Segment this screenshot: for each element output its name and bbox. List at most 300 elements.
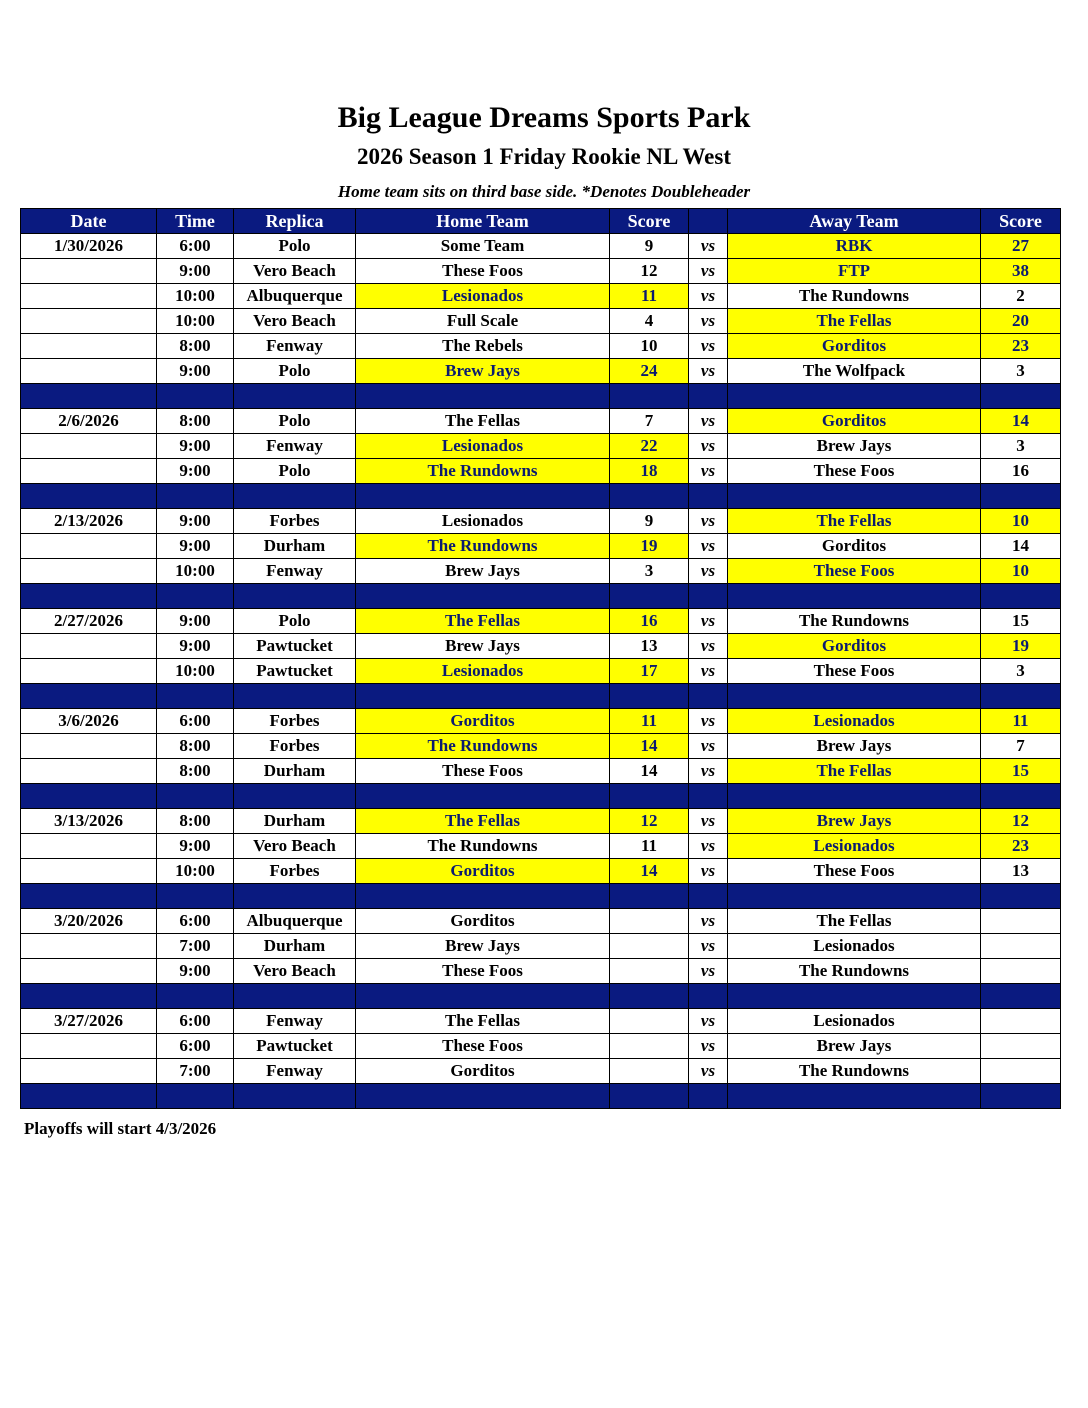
game-replica: Polo (234, 409, 356, 434)
vs-label: vs (689, 309, 728, 334)
away-team: The Rundowns (728, 284, 981, 309)
week-separator-row (21, 1084, 1061, 1109)
week-separator-row (21, 584, 1061, 609)
game-replica: Vero Beach (234, 959, 356, 984)
col-header-replica: Replica (234, 209, 356, 234)
game-time: 8:00 (157, 809, 234, 834)
away-score: 11 (981, 709, 1061, 734)
separator-cell (21, 484, 157, 509)
home-team: These Foos (356, 759, 610, 784)
home-score: 3 (610, 559, 689, 584)
away-score: 16 (981, 459, 1061, 484)
game-replica: Vero Beach (234, 309, 356, 334)
game-replica: Polo (234, 609, 356, 634)
game-replica: Fenway (234, 1009, 356, 1034)
game-replica: Fenway (234, 434, 356, 459)
separator-cell (728, 584, 981, 609)
game-time: 6:00 (157, 909, 234, 934)
separator-cell (728, 884, 981, 909)
game-row (21, 534, 1061, 559)
game-row (21, 559, 1061, 584)
away-team: Brew Jays (728, 809, 981, 834)
vs-label: vs (689, 409, 728, 434)
header-row (21, 209, 1061, 234)
separator-cell (21, 684, 157, 709)
game-time: 9:00 (157, 834, 234, 859)
home-score (610, 909, 689, 934)
game-date (21, 734, 157, 759)
game-row (21, 1034, 1061, 1059)
schedule-note: Home team sits on third base side. *Denotes Doubleheader (337, 182, 751, 201)
separator-cell (689, 1084, 728, 1109)
vs-label: vs (689, 559, 728, 584)
separator-cell (234, 984, 356, 1009)
col-header-away-team: Away Team (728, 209, 981, 234)
game-date: 3/6/2026 (21, 709, 157, 734)
separator-cell (981, 684, 1061, 709)
vs-label: vs (689, 509, 728, 534)
vs-label: vs (689, 709, 728, 734)
separator-cell (356, 984, 610, 1009)
vs-label: vs (689, 609, 728, 634)
game-time: 7:00 (157, 1059, 234, 1084)
away-score (981, 909, 1061, 934)
separator-cell (728, 484, 981, 509)
game-row (21, 509, 1061, 534)
away-team: Brew Jays (728, 434, 981, 459)
game-time: 8:00 (157, 334, 234, 359)
vs-label: vs (689, 334, 728, 359)
game-replica: Durham (234, 759, 356, 784)
schedule-table (20, 208, 1061, 1109)
away-team: FTP (728, 259, 981, 284)
game-row (21, 734, 1061, 759)
separator-cell (728, 384, 981, 409)
home-score: 14 (610, 734, 689, 759)
home-score (610, 1034, 689, 1059)
separator-cell (157, 684, 234, 709)
away-team: The Fellas (728, 309, 981, 334)
home-team: Lesionados (356, 434, 610, 459)
home-team: Some Team (356, 234, 610, 259)
separator-cell (610, 484, 689, 509)
home-team: The Rundowns (356, 534, 610, 559)
away-score: 10 (981, 559, 1061, 584)
away-score (981, 1009, 1061, 1034)
away-team: Lesionados (728, 1009, 981, 1034)
game-date (21, 259, 157, 284)
home-team: The Fellas (356, 1009, 610, 1034)
game-row (21, 609, 1061, 634)
home-score: 17 (610, 659, 689, 684)
game-date (21, 534, 157, 559)
week-separator-row (21, 984, 1061, 1009)
separator-cell (21, 1084, 157, 1109)
game-time: 10:00 (157, 559, 234, 584)
game-row (21, 834, 1061, 859)
home-score: 19 (610, 534, 689, 559)
home-team: Gorditos (356, 709, 610, 734)
away-team: The Rundowns (728, 609, 981, 634)
separator-cell (234, 684, 356, 709)
vs-label: vs (689, 859, 728, 884)
home-team: These Foos (356, 1034, 610, 1059)
home-team: These Foos (356, 959, 610, 984)
separator-cell (356, 784, 610, 809)
away-team: RBK (728, 234, 981, 259)
away-score (981, 1059, 1061, 1084)
week-separator-row (21, 884, 1061, 909)
game-time: 9:00 (157, 359, 234, 384)
home-team: Lesionados (356, 659, 610, 684)
vs-label: vs (689, 1059, 728, 1084)
separator-cell (728, 1084, 981, 1109)
game-row (21, 259, 1061, 284)
game-date (21, 859, 157, 884)
page-subtitle: 2026 Season 1 Friday Rookie NL West (357, 144, 731, 169)
away-team: Lesionados (728, 834, 981, 859)
vs-label: vs (689, 459, 728, 484)
separator-cell (689, 384, 728, 409)
game-row (21, 434, 1061, 459)
col-header-home-team: Home Team (356, 209, 610, 234)
game-date (21, 659, 157, 684)
vs-label: vs (689, 759, 728, 784)
away-team: The Rundowns (728, 1059, 981, 1084)
away-team: These Foos (728, 859, 981, 884)
week-separator-row (21, 484, 1061, 509)
game-date (21, 934, 157, 959)
home-score: 18 (610, 459, 689, 484)
separator-cell (21, 884, 157, 909)
game-replica: Fenway (234, 1059, 356, 1084)
home-score: 11 (610, 709, 689, 734)
game-replica: Durham (234, 534, 356, 559)
game-replica: Polo (234, 234, 356, 259)
game-row (21, 409, 1061, 434)
game-row (21, 859, 1061, 884)
home-score (610, 934, 689, 959)
away-score: 19 (981, 634, 1061, 659)
game-date (21, 1034, 157, 1059)
game-date (21, 309, 157, 334)
away-team: The Wolfpack (728, 359, 981, 384)
vs-label: vs (689, 259, 728, 284)
home-team: Gorditos (356, 1059, 610, 1084)
separator-cell (157, 1084, 234, 1109)
game-replica: Fenway (234, 559, 356, 584)
game-time: 8:00 (157, 759, 234, 784)
separator-cell (21, 984, 157, 1009)
separator-cell (356, 584, 610, 609)
home-score (610, 1059, 689, 1084)
page-title: Big League Dreams Sports Park (337, 101, 751, 134)
home-score: 12 (610, 809, 689, 834)
game-date: 3/20/2026 (21, 909, 157, 934)
game-date (21, 459, 157, 484)
separator-cell (356, 684, 610, 709)
game-replica: Vero Beach (234, 834, 356, 859)
home-score: 11 (610, 834, 689, 859)
home-score: 11 (610, 284, 689, 309)
away-team: These Foos (728, 559, 981, 584)
away-team: The Fellas (728, 509, 981, 534)
vs-label: vs (689, 834, 728, 859)
vs-label: vs (689, 1034, 728, 1059)
home-team: Brew Jays (356, 559, 610, 584)
week-separator-row (21, 384, 1061, 409)
vs-label: vs (689, 659, 728, 684)
home-team: The Fellas (356, 809, 610, 834)
col-header-home-score: Score (610, 209, 689, 234)
vs-label: vs (689, 284, 728, 309)
vs-label: vs (689, 434, 728, 459)
separator-cell (157, 784, 234, 809)
game-replica: Forbes (234, 734, 356, 759)
game-date (21, 334, 157, 359)
game-date: 2/13/2026 (21, 509, 157, 534)
away-team: These Foos (728, 459, 981, 484)
away-team: Lesionados (728, 934, 981, 959)
home-score: 9 (610, 509, 689, 534)
separator-cell (981, 984, 1061, 1009)
separator-cell (21, 384, 157, 409)
vs-label: vs (689, 959, 728, 984)
away-team: Gorditos (728, 634, 981, 659)
separator-cell (234, 1084, 356, 1109)
away-score: 27 (981, 234, 1061, 259)
home-score: 7 (610, 409, 689, 434)
vs-label: vs (689, 234, 728, 259)
separator-cell (356, 884, 610, 909)
home-team: Lesionados (356, 509, 610, 534)
game-time: 6:00 (157, 1034, 234, 1059)
game-row (21, 459, 1061, 484)
game-row (21, 959, 1061, 984)
separator-cell (234, 884, 356, 909)
separator-cell (610, 1084, 689, 1109)
home-score: 12 (610, 259, 689, 284)
game-date (21, 959, 157, 984)
game-date (21, 434, 157, 459)
away-score: 13 (981, 859, 1061, 884)
col-header-date: Date (21, 209, 157, 234)
game-row (21, 1059, 1061, 1084)
game-time: 8:00 (157, 409, 234, 434)
game-date (21, 759, 157, 784)
home-team: Lesionados (356, 284, 610, 309)
col-header-vs (689, 209, 728, 234)
home-score: 24 (610, 359, 689, 384)
game-replica: Forbes (234, 709, 356, 734)
week-separator-row (21, 784, 1061, 809)
away-score: 2 (981, 284, 1061, 309)
home-score: 14 (610, 759, 689, 784)
game-time: 9:00 (157, 434, 234, 459)
game-row (21, 709, 1061, 734)
away-score: 23 (981, 334, 1061, 359)
week-separator-row (21, 684, 1061, 709)
away-team: Brew Jays (728, 1034, 981, 1059)
home-team: Gorditos (356, 909, 610, 934)
separator-cell (728, 984, 981, 1009)
separator-cell (610, 684, 689, 709)
game-replica: Fenway (234, 334, 356, 359)
game-replica: Albuquerque (234, 909, 356, 934)
separator-cell (234, 484, 356, 509)
separator-cell (356, 384, 610, 409)
separator-cell (234, 384, 356, 409)
separator-cell (234, 584, 356, 609)
away-score: 15 (981, 759, 1061, 784)
game-date (21, 559, 157, 584)
game-replica: Forbes (234, 509, 356, 534)
separator-cell (356, 484, 610, 509)
home-score: 10 (610, 334, 689, 359)
home-score: 16 (610, 609, 689, 634)
game-row (21, 284, 1061, 309)
separator-cell (689, 484, 728, 509)
separator-cell (21, 584, 157, 609)
game-row (21, 1009, 1061, 1034)
separator-cell (728, 784, 981, 809)
game-date: 2/6/2026 (21, 409, 157, 434)
away-score: 15 (981, 609, 1061, 634)
vs-label: vs (689, 934, 728, 959)
game-time: 10:00 (157, 859, 234, 884)
game-row (21, 909, 1061, 934)
home-team: Full Scale (356, 309, 610, 334)
away-score: 20 (981, 309, 1061, 334)
separator-cell (157, 384, 234, 409)
away-score: 14 (981, 409, 1061, 434)
vs-label: vs (689, 909, 728, 934)
game-row (21, 234, 1061, 259)
away-score: 14 (981, 534, 1061, 559)
playoffs-note: Playoffs will start 4/3/2026 (24, 1119, 217, 1138)
game-replica: Durham (234, 809, 356, 834)
home-team: Brew Jays (356, 359, 610, 384)
vs-label: vs (689, 634, 728, 659)
game-date (21, 284, 157, 309)
game-time: 10:00 (157, 309, 234, 334)
home-score (610, 1009, 689, 1034)
away-score: 38 (981, 259, 1061, 284)
away-team: Lesionados (728, 709, 981, 734)
game-replica: Albuquerque (234, 284, 356, 309)
game-date: 1/30/2026 (21, 234, 157, 259)
game-date (21, 634, 157, 659)
game-row (21, 634, 1061, 659)
game-date: 2/27/2026 (21, 609, 157, 634)
game-date: 3/27/2026 (21, 1009, 157, 1034)
game-replica: Polo (234, 459, 356, 484)
game-replica: Pawtucket (234, 1034, 356, 1059)
home-score: 14 (610, 859, 689, 884)
separator-cell (610, 984, 689, 1009)
game-replica: Pawtucket (234, 659, 356, 684)
home-team: The Rundowns (356, 834, 610, 859)
separator-cell (610, 584, 689, 609)
separator-cell (689, 884, 728, 909)
game-time: 7:00 (157, 934, 234, 959)
separator-cell (157, 884, 234, 909)
game-replica: Durham (234, 934, 356, 959)
away-team: Brew Jays (728, 734, 981, 759)
home-team: Gorditos (356, 859, 610, 884)
game-date (21, 359, 157, 384)
home-team: The Rundowns (356, 734, 610, 759)
game-row (21, 334, 1061, 359)
game-row (21, 359, 1061, 384)
separator-cell (157, 984, 234, 1009)
home-score: 9 (610, 234, 689, 259)
separator-cell (981, 1084, 1061, 1109)
game-time: 8:00 (157, 734, 234, 759)
home-team: These Foos (356, 259, 610, 284)
separator-cell (689, 984, 728, 1009)
vs-label: vs (689, 734, 728, 759)
home-score: 4 (610, 309, 689, 334)
away-score: 12 (981, 809, 1061, 834)
game-replica: Pawtucket (234, 634, 356, 659)
vs-label: vs (689, 534, 728, 559)
separator-cell (981, 784, 1061, 809)
separator-cell (157, 484, 234, 509)
vs-label: vs (689, 809, 728, 834)
game-time: 6:00 (157, 709, 234, 734)
away-team: Gorditos (728, 334, 981, 359)
away-team: Gorditos (728, 409, 981, 434)
game-date (21, 834, 157, 859)
col-header-time: Time (157, 209, 234, 234)
game-time: 6:00 (157, 1009, 234, 1034)
game-time: 9:00 (157, 509, 234, 534)
away-team: These Foos (728, 659, 981, 684)
home-score: 22 (610, 434, 689, 459)
separator-cell (981, 384, 1061, 409)
vs-label: vs (689, 359, 728, 384)
away-team: The Fellas (728, 909, 981, 934)
game-row (21, 659, 1061, 684)
home-team: Brew Jays (356, 634, 610, 659)
away-score: 3 (981, 359, 1061, 384)
game-date (21, 1059, 157, 1084)
vs-label: vs (689, 1009, 728, 1034)
away-score: 10 (981, 509, 1061, 534)
separator-cell (356, 1084, 610, 1109)
game-time: 10:00 (157, 659, 234, 684)
away-team: Gorditos (728, 534, 981, 559)
away-score (981, 959, 1061, 984)
away-score: 3 (981, 659, 1061, 684)
away-team: The Fellas (728, 759, 981, 784)
away-score (981, 1034, 1061, 1059)
game-time: 9:00 (157, 959, 234, 984)
col-header-away-score: Score (981, 209, 1061, 234)
away-score: 23 (981, 834, 1061, 859)
away-team: The Rundowns (728, 959, 981, 984)
game-time: 9:00 (157, 534, 234, 559)
separator-cell (610, 384, 689, 409)
separator-cell (234, 784, 356, 809)
separator-cell (610, 884, 689, 909)
away-score: 3 (981, 434, 1061, 459)
away-score (981, 934, 1061, 959)
game-time: 9:00 (157, 459, 234, 484)
separator-cell (728, 684, 981, 709)
separator-cell (689, 584, 728, 609)
